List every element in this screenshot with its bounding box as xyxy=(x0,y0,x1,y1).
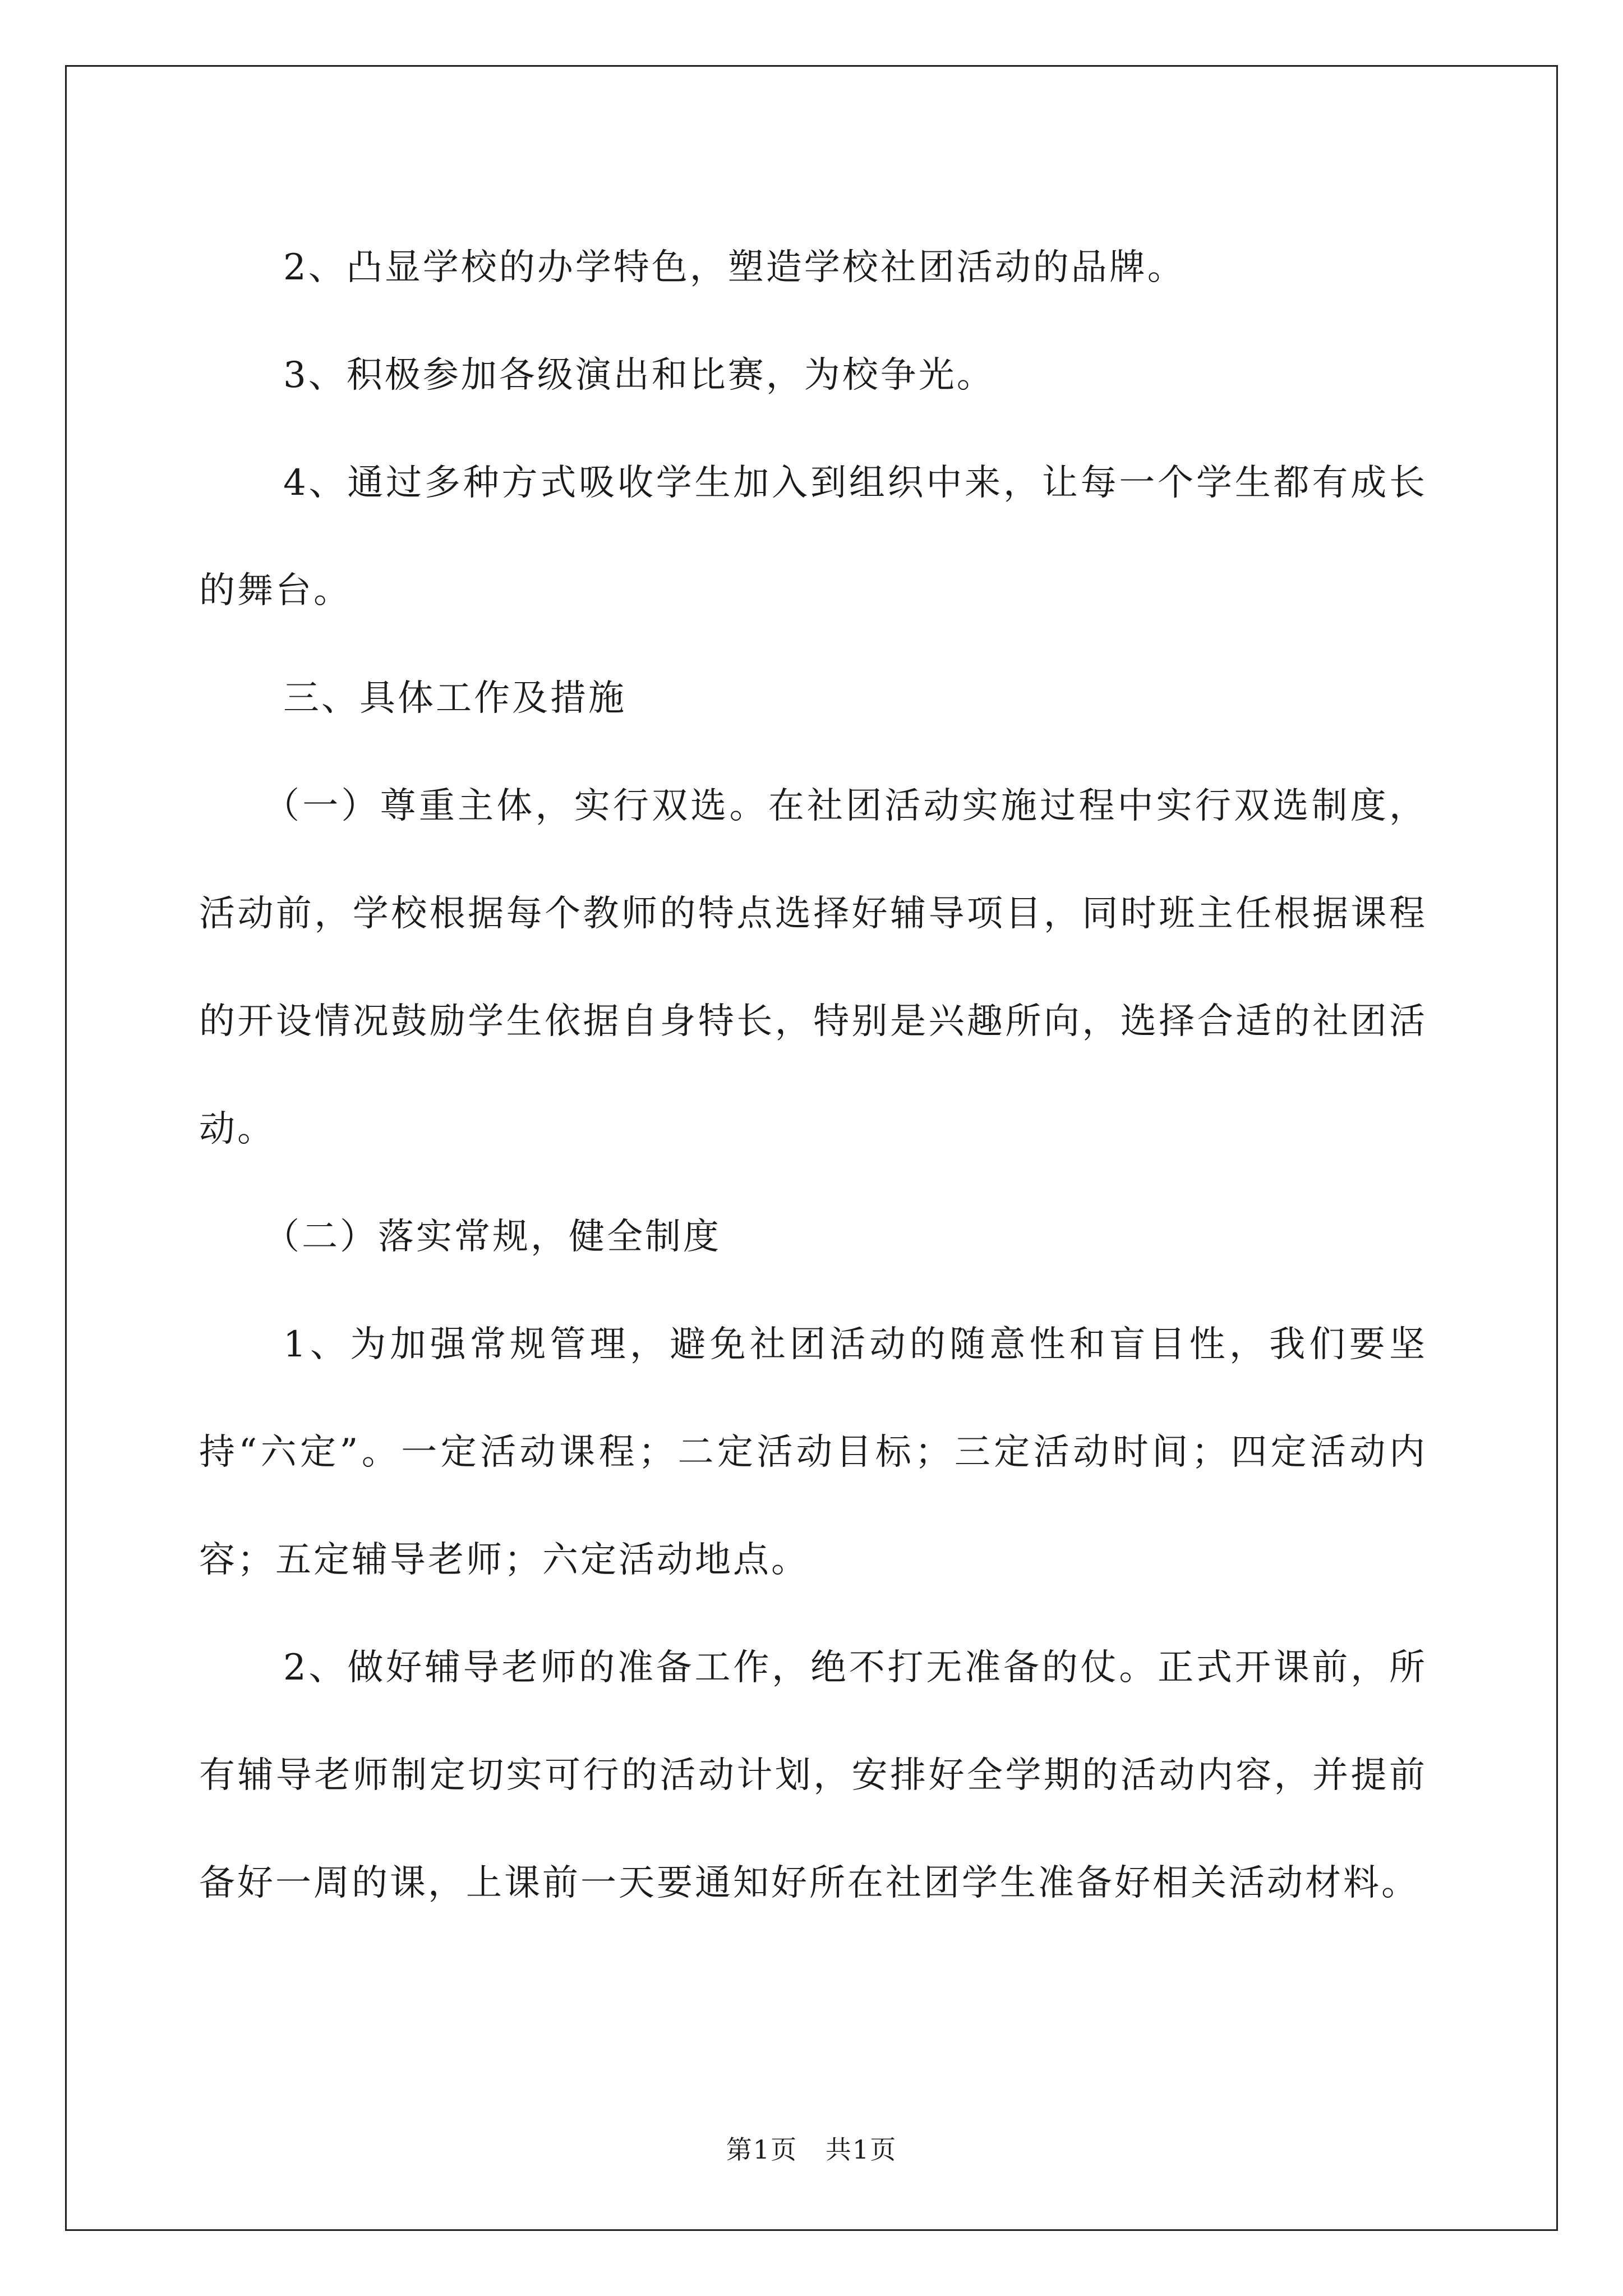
paragraph-rule-2: 2、做好辅导老师的准备工作，绝不打无准备的仗。正式开课前，所有辅导老师制定切实可行的活动计划，安排好全学期的活动内容，并提前备好一周的课，上课前一天要通知好所在社团学生准备好相关活动材料。 xyxy=(199,1647,1427,1904)
paragraph-rule-1: 1、为加强常规管理，避免社团活动的随意性和盲目性，我们要坚持“六定”。一定活动课程；二定活动目标；三定活动时间；四定活动内容；五定辅导老师；六定活动地点。 xyxy=(199,1324,1427,1581)
subheading-measure-2: （二）落实常规，健全制度 xyxy=(264,1216,721,1258)
paragraph-goal-2: 2、凸显学校的办学特色，塑造学校社团活动的品牌。 xyxy=(283,247,1186,288)
paragraph-goal-4: 4、通过多种方式吸收学生加入到组织中来，让每一个学生都有成长的舞台。 xyxy=(199,462,1427,611)
section-heading-measures: 三、具体工作及措施 xyxy=(283,678,626,719)
document-body xyxy=(199,214,1427,1937)
paragraph-goal-3: 3、积极参加各级演出和比赛，为校争光。 xyxy=(283,355,995,396)
paragraph-measure-1: （一）尊重主体，实行双选。在社团活动实施过程中实行双选制度，活动前，学校根据每个教师的特点选择好辅导项目，同时班主任根据课程的开设情况鼓励学生依据自身特长，特别是兴趣所向，选择合适的社团活动。 xyxy=(199,785,1427,1150)
page-number-footer: 第1页 共1页 xyxy=(726,2134,897,2165)
